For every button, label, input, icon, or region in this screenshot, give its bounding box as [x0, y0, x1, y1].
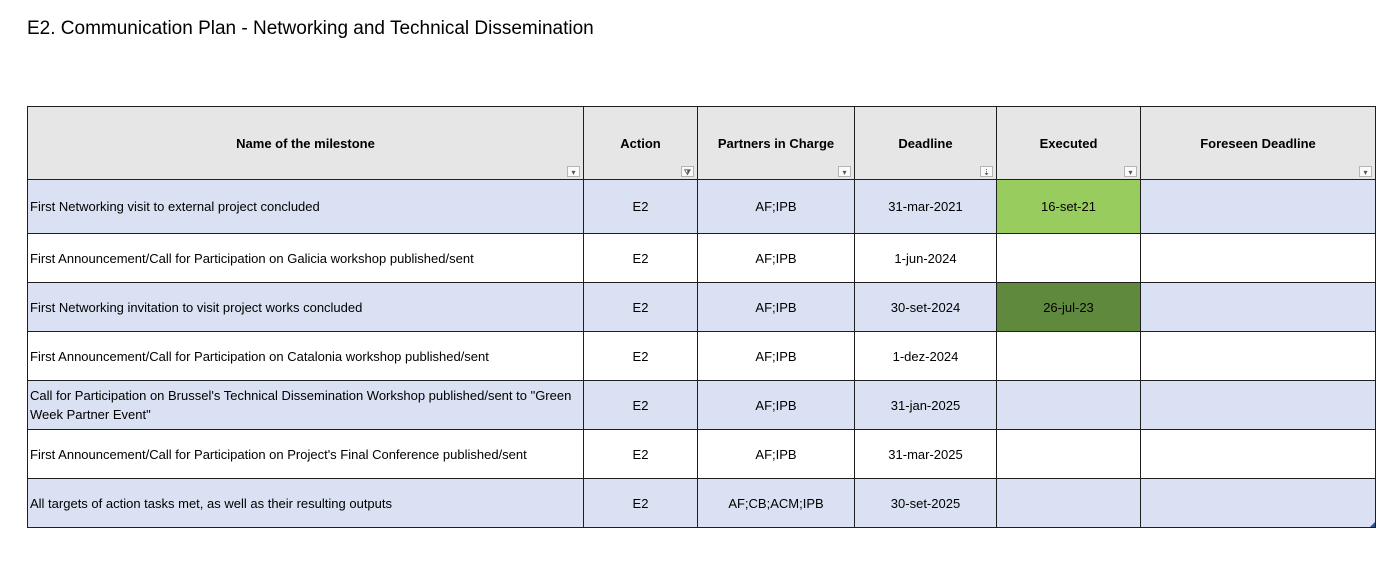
partners-cell[interactable]: AF;CB;ACM;IPB	[698, 479, 855, 528]
partners-cell[interactable]: AF;IPB	[698, 180, 855, 234]
column-header-label: Partners in Charge	[717, 135, 835, 151]
executed-cell[interactable]	[997, 332, 1141, 381]
table-resize-handle-icon[interactable]	[1370, 522, 1375, 527]
action-cell[interactable]: E2	[584, 332, 698, 381]
column-header-executed	[997, 107, 1141, 180]
column-header-deadline	[855, 107, 997, 180]
executed-cell[interactable]	[997, 479, 1141, 528]
filter-active-icon[interactable]: ⧩	[681, 166, 694, 177]
milestone-cell[interactable]: First Announcement/Call for Participation on Project's Final Conference published/sent	[28, 430, 584, 479]
partners-cell[interactable]: AF;IPB	[698, 332, 855, 381]
table-row	[28, 180, 1376, 234]
partners-cell[interactable]: AF;IPB	[698, 381, 855, 430]
table-row	[28, 479, 1376, 528]
deadline-cell[interactable]: 30-set-2024	[855, 283, 997, 332]
table-row	[28, 430, 1376, 479]
dropdown-arrow-icon[interactable]: ▾	[838, 166, 851, 177]
table-row	[28, 234, 1376, 283]
partners-cell[interactable]: AF;IPB	[698, 283, 855, 332]
column-header-label: Executed	[1039, 135, 1098, 151]
table-row	[28, 381, 1376, 430]
milestone-cell[interactable]: First Networking invitation to visit project works concluded	[28, 283, 584, 332]
foreseen-deadline-cell[interactable]	[1141, 180, 1376, 234]
action-cell[interactable]: E2	[584, 381, 698, 430]
foreseen-deadline-cell[interactable]	[1141, 234, 1376, 283]
sort-ascending-icon[interactable]: ⇣	[980, 166, 993, 177]
deadline-cell[interactable]: 1-dez-2024	[855, 332, 997, 381]
action-cell[interactable]: E2	[584, 234, 698, 283]
milestone-cell[interactable]: First Announcement/Call for Participation on Catalonia workshop published/sent	[28, 332, 584, 381]
foreseen-deadline-cell[interactable]	[1141, 283, 1376, 332]
action-cell[interactable]: E2	[584, 180, 698, 234]
deadline-cell[interactable]: 31-jan-2025	[855, 381, 997, 430]
column-header-label: Deadline	[898, 135, 953, 151]
header-row	[28, 107, 1376, 180]
action-cell[interactable]: E2	[584, 479, 698, 528]
column-header-label: Action	[620, 135, 661, 151]
dropdown-arrow-icon[interactable]: ▾	[567, 166, 580, 177]
communication-plan-table	[27, 106, 1376, 528]
milestone-cell[interactable]: First Announcement/Call for Participation on Galicia workshop published/sent	[28, 234, 584, 283]
table-row	[28, 283, 1376, 332]
executed-cell[interactable]	[997, 381, 1141, 430]
deadline-cell[interactable]: 31-mar-2021	[855, 180, 997, 234]
deadline-cell[interactable]: 31-mar-2025	[855, 430, 997, 479]
foreseen-deadline-cell[interactable]	[1141, 332, 1376, 381]
table-row	[28, 332, 1376, 381]
deadline-cell[interactable]: 30-set-2025	[855, 479, 997, 528]
partners-cell[interactable]: AF;IPB	[698, 234, 855, 283]
milestone-cell[interactable]: First Networking visit to external project concluded	[28, 180, 584, 234]
partners-cell[interactable]: AF;IPB	[698, 430, 855, 479]
foreseen-deadline-cell[interactable]	[1141, 430, 1376, 479]
foreseen-deadline-cell[interactable]	[1141, 381, 1376, 430]
executed-cell[interactable]: 16-set-21	[997, 180, 1141, 234]
page-title: E2. Communication Plan - Networking and Technical Dissemination	[27, 18, 594, 39]
executed-cell[interactable]: 26-jul-23	[997, 283, 1141, 332]
deadline-cell[interactable]: 1-jun-2024	[855, 234, 997, 283]
column-header-label: Foreseen Deadline	[1200, 135, 1316, 151]
dropdown-arrow-icon[interactable]: ▾	[1124, 166, 1137, 177]
column-header-partners	[698, 107, 855, 180]
column-header-foreseen-deadline	[1141, 107, 1376, 180]
foreseen-deadline-cell[interactable]	[1141, 479, 1376, 528]
column-header-milestone	[28, 107, 584, 180]
milestone-cell[interactable]: Call for Participation on Brussel's Technical Dissemination Workshop published/sent to "Green Week Partner Event"	[28, 381, 584, 430]
executed-cell[interactable]	[997, 234, 1141, 283]
action-cell[interactable]: E2	[584, 283, 698, 332]
column-header-action	[584, 107, 698, 180]
milestone-cell[interactable]: All targets of action tasks met, as well as their resulting outputs	[28, 479, 584, 528]
action-cell[interactable]: E2	[584, 430, 698, 479]
executed-cell[interactable]	[997, 430, 1141, 479]
column-header-label: Name of the milestone	[236, 135, 375, 151]
dropdown-arrow-icon[interactable]: ▾	[1359, 166, 1372, 177]
